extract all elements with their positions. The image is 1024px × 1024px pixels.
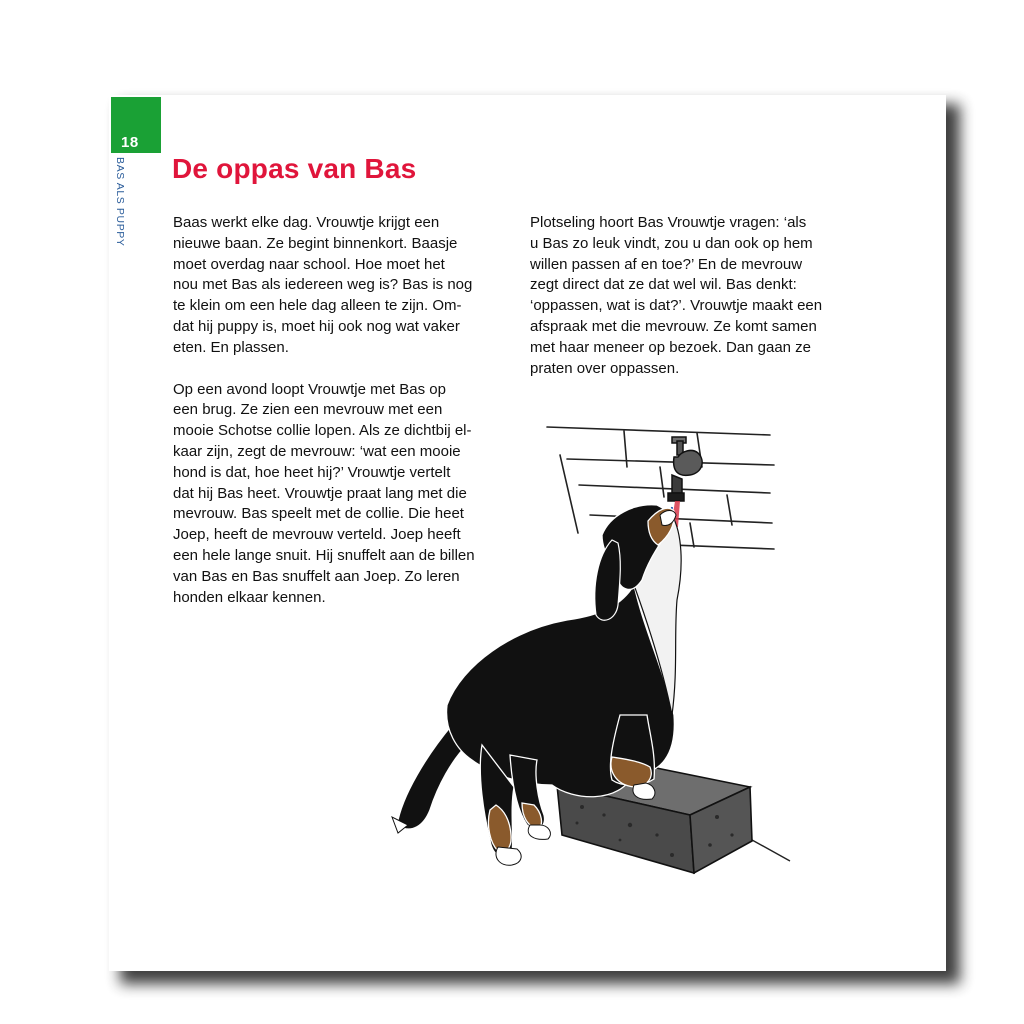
chapter-title: De oppas van Bas [172,153,417,184]
page-number-tab [111,97,161,153]
left-paragraph-1: Baas werkt elke dag. Vrouwtje krijgt een nieuwe baan. Ze begint binnenkort. Baasje moet overdag naar school. Hoe moet het nou met Bas als iedereen weg is? Bas is nog te klein om een hele dag alleen te zijn. Om- dat hij puppy is, moet hij ook nog wat vaker eten. En plassen. [173,214,473,356]
dog-illustration [372,415,812,895]
running-head: BAS ALS PUPPY [114,157,126,247]
book-page [109,95,946,971]
left-paragraph-2: Op een avond loopt Vrouwtje met Bas op een brug. Ze zien een mevrouw met een mooie Schotse collie lopen. Als ze dichtbij el- kaar zijn, zegt de mevrouw: ‘wat een mooie hond is dat, hoe heet hij?’ Vrouwtje vertelt dat hij Bas heet. Vrouwtje praat lang met die mevrouw. Bas speelt met de collie. Die heet Joep, heeft de mevrouw verteld. Joep heeft een hele lange snuit. Hij snuffelt aan de billen van Bas en Bas snuffelt aan Joep. Zo leren honden elkaar kennen. [173,380,475,606]
right-paragraph-1: Plotseling hoort Bas Vrouwtje vragen: ‘als u Bas zo leuk vindt, zou u dan ook op hem willen passen af en toe?’ En de mevrouw zegt direct dat ze dat wel wil. Bas denkt: ‘oppassen, wat is dat?’. Vrouwtje maakt een afspraak met die mevrouw. Ze komt samen met haar meneer op bezoek. Dan gaan ze praten over oppassen. [530,214,823,377]
page-number: 18 [121,134,139,151]
tap-icon [668,437,702,501]
right-text-column [530,213,870,379]
